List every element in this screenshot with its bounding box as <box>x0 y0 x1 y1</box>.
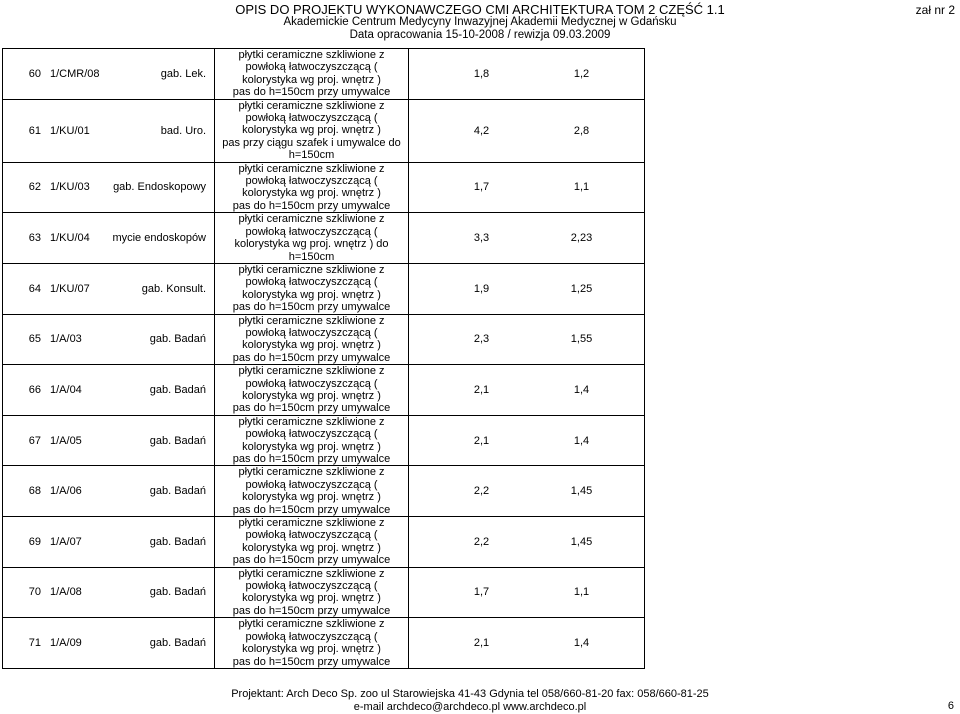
description-line: płytki ceramiczne szkliwione z <box>238 162 385 175</box>
room-cell <box>3 314 215 365</box>
values-cell <box>409 314 645 365</box>
footer-designer: Projektant: Arch Deco Sp. zoo ul Starowiejska 41-43 Gdynia tel 058/660-81-20 fax: 058/660-81-25 <box>231 688 709 700</box>
description-line: kolorystyka wg proj. wnętrz ) <box>242 592 381 605</box>
description-line: płytki ceramiczne szkliwione z <box>238 517 385 530</box>
description-line: powłoką łatwoczyszczącą ( <box>245 112 378 125</box>
finish-description <box>215 415 409 466</box>
page-number: 6 <box>947 700 954 712</box>
description-line: płytki ceramiczne szkliwione z <box>238 99 385 112</box>
footer-contact: e-mail archdeco@archdeco.pl www.archdeco.pl <box>353 701 587 713</box>
room-code: 1/KU/01 <box>50 124 90 137</box>
description-line: pas do h=150cm przy umywalce <box>232 503 391 516</box>
description-line: pas przy ciągu szafek i umywalce do <box>222 136 401 149</box>
value-2: 2,23 <box>570 232 593 245</box>
description-line: kolorystyka wg proj. wnętrz ) <box>242 124 381 137</box>
values-cell <box>409 49 645 100</box>
value-1: 3,3 <box>473 232 490 245</box>
value-2: 1,45 <box>570 535 593 548</box>
value-1: 1,9 <box>473 282 490 295</box>
room-name: gab. Badań <box>149 637 207 650</box>
room-cell <box>3 213 215 264</box>
room-code: 1/A/04 <box>50 383 82 396</box>
finish-description <box>215 314 409 365</box>
header-institution: Akademickie Centrum Medycyny Inwazyjnej Akademii Medycznej w Gdańsku <box>283 16 677 28</box>
description-line: płytki ceramiczne szkliwione z <box>238 213 385 226</box>
row-number: 70 <box>28 586 41 599</box>
description-line: pas do h=150cm przy umywalce <box>232 453 391 465</box>
row-number: 65 <box>28 333 41 346</box>
room-cell <box>3 517 215 568</box>
room-code: 1/A/08 <box>50 586 82 599</box>
table-row <box>3 365 645 416</box>
description-line: pas do h=150cm przy umywalce <box>232 86 391 99</box>
row-number: 61 <box>28 124 41 137</box>
room-name: gab. Badań <box>149 333 207 346</box>
room-cell <box>3 567 215 618</box>
room-code: 1/A/05 <box>50 434 82 447</box>
description-line: kolorystyka wg proj. wnętrz ) <box>242 73 381 86</box>
description-line: pas do h=150cm przy umywalce <box>232 604 391 617</box>
room-code: 1/CMR/08 <box>50 67 100 80</box>
description-line: płytki ceramiczne szkliwione z <box>238 365 385 378</box>
finish-description <box>215 213 409 264</box>
description-line: pas do h=150cm przy umywalce <box>232 554 391 567</box>
description-line: kolorystyka wg proj. wnętrz ) <box>242 541 381 554</box>
finish-description <box>215 618 409 669</box>
table-row <box>3 567 645 618</box>
table-row <box>3 263 645 314</box>
description-line: powłoką łatwoczyszczącą ( <box>245 326 378 339</box>
description-line: pas do h=150cm przy umywalce <box>232 351 391 364</box>
values-cell <box>409 365 645 416</box>
finish-description <box>215 466 409 517</box>
description-line: kolorystyka wg proj. wnętrz ) <box>242 187 381 200</box>
values-cell <box>409 466 645 517</box>
value-2: 1,4 <box>573 434 590 447</box>
table-row <box>3 99 645 162</box>
description-line: powłoką łatwoczyszczącą ( <box>245 225 378 238</box>
value-2: 1,2 <box>573 67 590 80</box>
room-code: 1/A/07 <box>50 535 82 548</box>
values-cell <box>409 618 645 669</box>
room-cell <box>3 466 215 517</box>
description-line: płytki ceramiczne szkliwione z <box>238 314 385 327</box>
row-number: 67 <box>28 434 41 447</box>
room-code: 1/KU/03 <box>50 181 90 194</box>
description-line: płytki ceramiczne szkliwione z <box>238 415 385 428</box>
finish-description <box>215 517 409 568</box>
row-number: 66 <box>28 383 41 396</box>
room-name: gab. Badań <box>149 485 207 498</box>
description-line: powłoką łatwoczyszczącą ( <box>245 377 378 390</box>
value-2: 1,4 <box>573 637 590 650</box>
room-cell <box>3 618 215 669</box>
room-cell <box>3 99 215 162</box>
finish-description <box>215 49 409 100</box>
description-line: płytki ceramiczne szkliwione z <box>238 263 385 276</box>
row-number: 68 <box>28 485 41 498</box>
room-code: 1/A/03 <box>50 333 82 346</box>
description-line: kolorystyka wg proj. wnętrz ) do <box>234 238 389 251</box>
value-1: 2,1 <box>473 637 490 650</box>
row-number: 63 <box>28 232 41 245</box>
value-1: 4,2 <box>473 124 490 137</box>
finish-description <box>215 365 409 416</box>
room-name: gab. Badań <box>149 434 207 447</box>
room-cell <box>3 49 215 100</box>
values-cell <box>409 213 645 264</box>
description-line: płytki ceramiczne szkliwione z <box>238 618 385 631</box>
description-line: kolorystyka wg proj. wnętrz ) <box>242 339 381 352</box>
description-line: pas do h=150cm przy umywalce <box>232 199 391 212</box>
header-title: OPIS DO PROJEKTU WYKONAWCZEGO CMI ARCHITEKTURA TOM 2 CZĘŚĆ 1.1 <box>235 2 725 17</box>
table-row <box>3 213 645 264</box>
value-1: 1,8 <box>473 67 490 80</box>
value-2: 2,8 <box>573 124 590 137</box>
header-date: Data opracowania 15-10-2008 / rewizja 09.03.2009 <box>349 29 611 41</box>
room-name: gab. Lek. <box>160 67 207 80</box>
room-code: 1/KU/07 <box>50 282 90 295</box>
description-line: pas do h=150cm przy umywalce <box>232 402 391 415</box>
row-number: 71 <box>28 637 41 650</box>
room-name: gab. Badań <box>149 535 207 548</box>
value-1: 2,1 <box>473 434 490 447</box>
room-code: 1/A/09 <box>50 637 82 650</box>
values-cell <box>409 517 645 568</box>
description-line: pas do h=150cm przy umywalce <box>232 301 391 314</box>
table-row <box>3 49 645 100</box>
value-1: 1,7 <box>473 586 490 599</box>
table-row <box>3 517 645 568</box>
room-cell <box>3 415 215 466</box>
description-line: kolorystyka wg proj. wnętrz ) <box>242 288 381 301</box>
value-1: 2,2 <box>473 535 490 548</box>
description-line: powłoką łatwoczyszczącą ( <box>245 428 378 441</box>
description-line: kolorystyka wg proj. wnętrz ) <box>242 643 381 656</box>
description-line: powłoką łatwoczyszczącą ( <box>245 529 378 542</box>
page-header <box>0 3 960 42</box>
description-line: h=150cm <box>288 149 335 162</box>
description-line: płytki ceramiczne szkliwione z <box>238 49 385 61</box>
description-line: powłoką łatwoczyszczącą ( <box>245 276 378 289</box>
room-name: gab. Konsult. <box>141 282 207 295</box>
room-code: 1/KU/04 <box>50 232 90 245</box>
table-row <box>3 314 645 365</box>
row-number: 64 <box>28 282 41 295</box>
finishes-table <box>2 48 645 669</box>
description-line: kolorystyka wg proj. wnętrz ) <box>242 440 381 453</box>
attachment-label: zał nr 2 <box>915 3 955 17</box>
table-row <box>3 618 645 669</box>
value-1: 1,7 <box>473 181 490 194</box>
values-cell <box>409 415 645 466</box>
row-number: 69 <box>28 535 41 548</box>
values-cell <box>409 162 645 213</box>
value-1: 2,1 <box>473 383 490 396</box>
row-number: 62 <box>28 181 41 194</box>
values-cell <box>409 567 645 618</box>
value-2: 1,1 <box>573 181 590 194</box>
value-2: 1,25 <box>570 282 593 295</box>
description-line: powłoką łatwoczyszczącą ( <box>245 580 378 593</box>
room-cell <box>3 162 215 213</box>
room-name: gab. Endoskopowy <box>113 181 207 194</box>
description-line: h=150cm <box>288 250 335 263</box>
description-line: powłoką łatwoczyszczącą ( <box>245 61 378 74</box>
room-name: mycie endoskopów <box>112 232 207 245</box>
description-line: płytki ceramiczne szkliwione z <box>238 567 385 580</box>
row-number: 60 <box>28 67 41 80</box>
table-row <box>3 415 645 466</box>
description-line: powłoką łatwoczyszczącą ( <box>245 478 378 491</box>
room-code: 1/A/06 <box>50 485 82 498</box>
finish-description <box>215 99 409 162</box>
room-name: gab. Badań <box>149 586 207 599</box>
finish-description <box>215 162 409 213</box>
room-cell <box>3 365 215 416</box>
table-row <box>3 466 645 517</box>
room-name: gab. Badań <box>149 383 207 396</box>
value-2: 1,4 <box>573 383 590 396</box>
description-line: kolorystyka wg proj. wnętrz ) <box>242 491 381 504</box>
description-line: powłoką łatwoczyszczącą ( <box>245 175 378 188</box>
value-2: 1,1 <box>573 586 590 599</box>
description-line: kolorystyka wg proj. wnętrz ) <box>242 389 381 402</box>
description-line: płytki ceramiczne szkliwione z <box>238 466 385 479</box>
value-2: 1,55 <box>570 333 593 346</box>
room-cell <box>3 263 215 314</box>
finish-description <box>215 567 409 618</box>
values-cell <box>409 263 645 314</box>
value-1: 2,2 <box>473 485 490 498</box>
room-name: bad. Uro. <box>160 124 207 137</box>
values-cell <box>409 99 645 162</box>
description-line: powłoką łatwoczyszczącą ( <box>245 630 378 643</box>
finish-description <box>215 263 409 314</box>
value-2: 1,45 <box>570 485 593 498</box>
table-row <box>3 162 645 213</box>
page-footer <box>230 688 710 714</box>
description-line: pas do h=150cm przy umywalce <box>232 655 391 668</box>
value-1: 2,3 <box>473 333 490 346</box>
